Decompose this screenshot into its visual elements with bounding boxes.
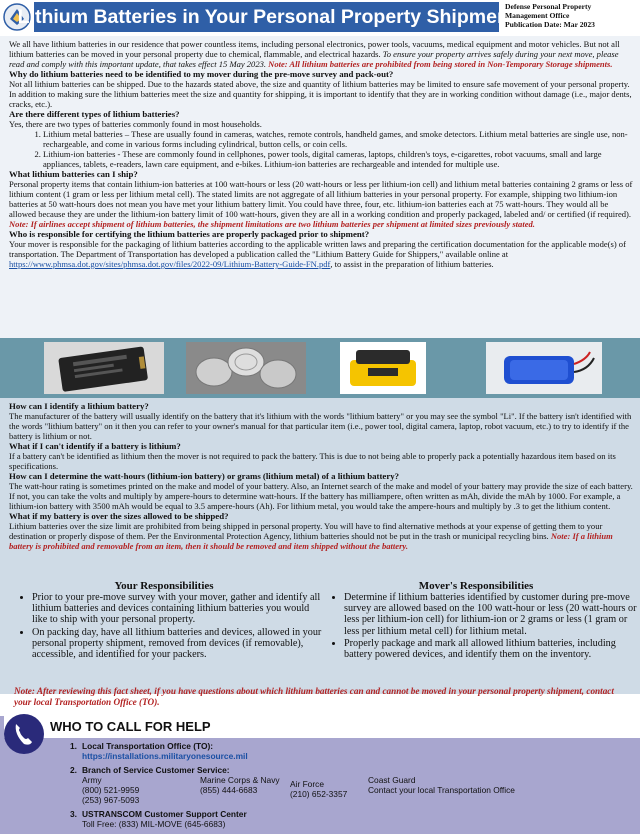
- phone-battery-image: [44, 342, 164, 394]
- cant-identify-heading: What if I can't identify if a battery is lithium?: [9, 441, 181, 451]
- certify-paragraph: [9, 239, 633, 269]
- title-bar: [17, 2, 516, 32]
- ship-paragraph: [9, 179, 633, 229]
- determine-heading: How can I determine the watt-hours (lithium-ion battery) or grams (lithium metal) of a lithium battery?: [9, 471, 400, 481]
- publication-date: Publication Date: Mar 2023: [505, 20, 595, 29]
- list-item: 1. Lithium metal batteries – These are usually found in cameras, watches, remote controls, handheld games, and smoke detectors. Lithium metal batteries are single use, non-rechargeable, and come in various forms including cylindrical, button cells, or coin cells.: [43, 129, 633, 149]
- certify-after: , to assist in the preparation of lithium batteries.: [330, 259, 494, 269]
- determine-text: The watt-hour rating is sometimes printed on the make and model of your battery. Also, an Internet search of the make and model of your battery may provide the size of each battery. If not, you can take the volts and multiply by ampere-hours to determine watt-hours. If the battery has milliampere, often written as mAh, divide the mAh by 1000. For example, a lithium-ion battery with 3500 mAh would be equal to 3.5 ampere-hours (Ah). For lithium metal, you would take the ampere-hours and multiply by .3 to get the lithium content.: [9, 481, 633, 511]
- your-responsibilities-list: [14, 592, 322, 661]
- help-item-1-number: 1.: [70, 741, 77, 751]
- types-intro: Yes, there are two types of batteries commonly found in most households.: [9, 119, 262, 129]
- list-item: • On packing day, have all lithium batteries and devices, allowed in your personal property shipment, removed from devices (if removable), accessible, and identified for your packers.: [32, 627, 322, 661]
- help-title: WHO TO CALL FOR HELP: [50, 719, 211, 734]
- oversize-text: Lithium batteries over the size limit are prohibited from being shipped in personal property. You will have to find alternative methods at your expense of getting them to your destination or properly dispose of them. Per the Environmental Protection Agency, lithium batteries should not be put in the trash or municipal recycling bins.: [9, 521, 603, 541]
- list-item: • Properly package and mark all allowed lithium batteries, including battery powered devices, and identify them on the inventory.: [344, 638, 638, 660]
- air-force-phone: (210) 652-3357: [290, 789, 348, 799]
- help-item-2-title: Branch of Service Customer Service:: [82, 765, 230, 775]
- ship-note: Note: If airlines accept shipment of lithium batteries, the shipment limitations are two lithium batteries per shipment at limited sizes previously stated.: [9, 219, 535, 229]
- intro-italic: To ensure your property arrives safely during your next move, please read and comply with this important update, that takes effect 15 May 2023.: [9, 49, 619, 69]
- types-heading: Are there different types of lithium batteries?: [9, 109, 180, 119]
- air-force-label: Air Force: [290, 779, 324, 789]
- lower-section-text: [9, 401, 633, 551]
- cant-identify-text: If a battery can't be identified as lithium then the mover is not required to pack the battery. This is due to not being able to properly pack a potentially hazardous item based on its specifications.: [9, 451, 616, 471]
- list-item: • Determine if lithium batteries identified by customer during pre-move survey are allowed based on the 100 watt-hour or less (20 watt-hours or less per lithium-ion cell) for lithium-ion or 2 grams or less (1 gram or less per lithium metal cell) for lithium metal.: [344, 592, 638, 637]
- certify-heading: Who is responsible for certifying the lithium batteries are properly packaged prior to shipment?: [9, 229, 370, 239]
- help-item-1-title: Local Transportation Office (TO):: [82, 741, 214, 751]
- help-item-3-number: 3.: [70, 809, 77, 819]
- navy-label: Marine Corps & Navy: [200, 775, 280, 785]
- army-label: Army: [82, 775, 102, 785]
- oversize-note: Note: If a lithium battery is prohibited and removable from an item, then it should be removed and item shipped without the battery.: [9, 531, 613, 551]
- movers-responsibilities-title: Mover's Responsibilities: [418, 580, 534, 592]
- intro-text: We all have lithium batteries in our residence that power countless items, including personal electronics, power tools, vacuums, medical equipment and motor vehicles. But not all lithium batteries can be moved in your personal property due to chemical, flammable, and electrical hazards.: [9, 39, 620, 59]
- upper-section-text: [9, 39, 633, 269]
- org-line-1: Defense Personal Property: [505, 2, 592, 11]
- oversize-paragraph: [9, 521, 633, 551]
- help-item-2-number: 2.: [70, 765, 77, 775]
- installations-link[interactable]: https://installations.militaryonesource.mil: [82, 751, 248, 761]
- battery-types-list: [9, 129, 633, 169]
- final-note: Note: After reviewing this fact sheet, if you have questions about which lithium batteries can and cannot be moved in your personal property shipment, contact your local Transportation Office (TO).: [14, 686, 614, 707]
- why-text: Not all lithium batteries can be shipped. Due to the hazards stated above, the size and quantity of lithium batteries may be limited to ensure safe movement of your personal property. In addition to making sure the lithium batteries meet the size and quantity for shipping, it is important to identify that they are in working condition without damage (i.e., major dents, cracks, etc.).: [9, 79, 632, 109]
- coin-cell-batteries-image: [186, 342, 306, 394]
- lithium-ion-pack-image: [486, 342, 602, 394]
- page-title: Lithium Batteries in Your Personal Property Shipment: [17, 5, 516, 28]
- intro-paragraph: [9, 39, 633, 69]
- movers-responsibilities-list: [326, 592, 638, 661]
- oversize-heading: What if my battery is over the sizes allowed to be shipped?: [9, 511, 229, 521]
- coast-guard-label: Coast Guard: [368, 775, 416, 785]
- army-phone-2: (253) 967-5093: [82, 795, 140, 805]
- coast-guard-text: Contact your local Transportation Office: [368, 785, 515, 795]
- intro-note: Note: All lithium batteries are prohibited from being stored in Non-Temporary Storage shipments.: [268, 59, 613, 69]
- page-header: [0, 0, 640, 34]
- list-item: 2. Lithium-ion batteries - These are commonly found in cellphones, power tools, digital cameras, laptops, children's toys, e-cigarettes, robot vacuums, small and large appliances, tablets, e-readers, lawn care equipment, and e-bikes. Lithium-ion batteries are rechargeable and intended for multiple use.: [43, 149, 633, 169]
- list-item: • Prior to your pre-move survey with your mover, gather and identify all lithium batteries and devices containing lithium batteries you would like to ship with your personal property.: [32, 592, 322, 626]
- why-heading: Why do lithium batteries need to be identified to my mover during the pre-move survey and pack-out?: [9, 69, 394, 79]
- ship-text: Personal property items that contain lithium-ion batteries at 100 watt-hours or less (20 watt-hours or less per lithium-ion cell) and lithium metal batteries containing 2 grams or less of lithium content (1 gram or less per lithium metal cell). The stated limits are not aggregate of all lithium batteries in your personal property. For example, shipping two lithium-ion batteries at 50 watt-hours does not mean you have met your lithium battery limit. You could have three, four, etc. lithium-ion batteries each at 75 watt-hours. They would all be allowed because they are under the lithium-ion battery limit of 100 watt-hours, given they are all in a working condition and properly packaged, labeled and/ or certified (if required).: [9, 179, 633, 219]
- identify-heading: How can I identify a lithium battery?: [9, 401, 149, 411]
- army-phone-1: (800) 521-9959: [82, 785, 140, 795]
- your-responsibilities-title: Your Responsibilities: [114, 580, 214, 592]
- identify-text: The manufacturer of the battery will usually identify on the battery that it's lithium with the words "lithium battery" or you may see the symbol "Li". If the battery isn't identified with the words "lithium battery" on it then you can refer to your owner's manual for that particular item (i.e., power tool, digital camera, laptop, robot vacuum, etc.) to try to identify if the battery is lithium or not.: [9, 411, 632, 441]
- phmsa-guide-link[interactable]: https://www.phmsa.dot.gov/sites/phmsa.dot.gov/files/2022-09/Lithium-Battery-Guide-FN.pdf: [9, 259, 331, 269]
- phone-support-icon: [2, 712, 46, 756]
- battery-photo-band: [0, 338, 640, 398]
- power-tool-battery-image: [340, 342, 426, 394]
- publication-info: [505, 2, 638, 29]
- org-line-2: Management Office: [505, 11, 570, 20]
- help-item-3-title: USTRANSCOM Customer Support Center: [82, 809, 247, 819]
- support-phone: Toll Free: (833) MIL-MOVE (645-6683): [82, 819, 226, 829]
- navy-phone: (855) 444-6683: [200, 785, 258, 795]
- certify-text: Your mover is responsible for the packaging of lithium batteries according to the applicable written laws and preparing the certification documentation for the applicable mode(s) of transportation. The Department of Transportation has developed a publication called the "Lithium Battery Guide for Shippers," available online at: [9, 239, 626, 259]
- ship-heading: What lithium batteries can I ship?: [9, 169, 138, 179]
